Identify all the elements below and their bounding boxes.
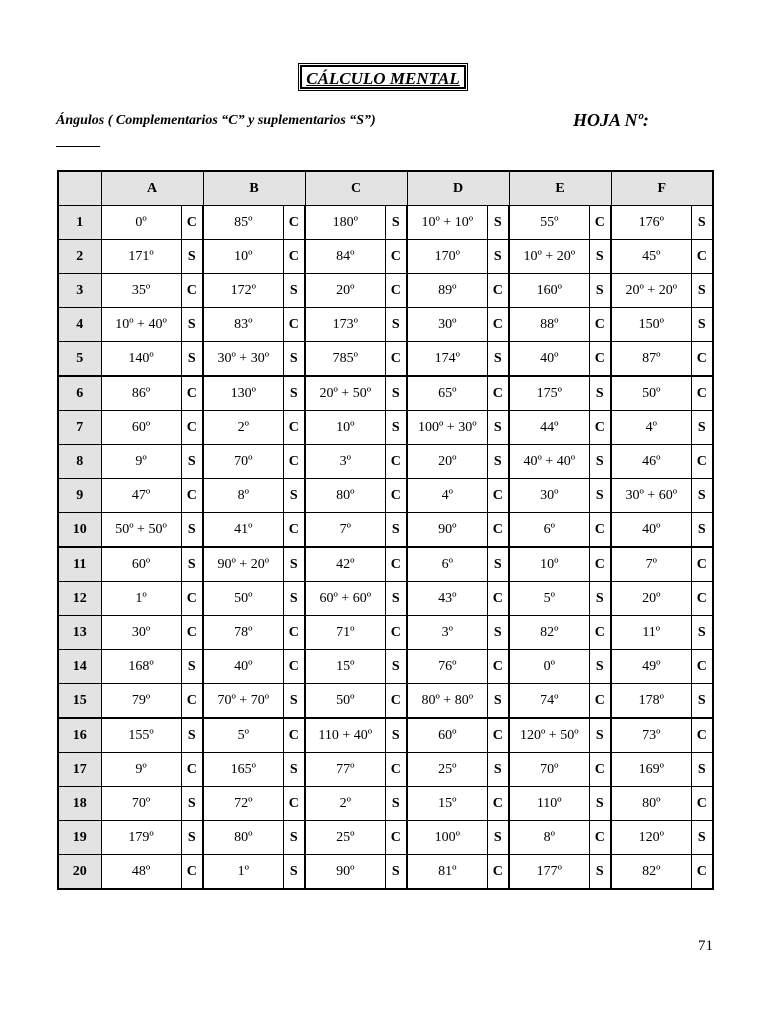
angle-cell: 43º xyxy=(407,582,487,616)
answer-letter: C xyxy=(283,650,305,684)
angle-cell: 155º xyxy=(101,718,181,753)
row-number: 11 xyxy=(58,547,101,582)
answer-letter: C xyxy=(385,616,407,650)
answer-letter: C xyxy=(589,411,611,445)
answer-letter: S xyxy=(589,787,611,821)
answer-line xyxy=(56,146,100,147)
answer-letter: C xyxy=(283,240,305,274)
angle-cell: 140º xyxy=(101,342,181,377)
angle-cell: 20º + 20º xyxy=(611,274,691,308)
angle-cell: 7º xyxy=(611,547,691,582)
angle-cell: 73º xyxy=(611,718,691,753)
angle-cell: 86º xyxy=(101,376,181,411)
page-number: 71 xyxy=(698,938,713,954)
answer-letter: C xyxy=(487,650,509,684)
answer-letter: S xyxy=(691,684,713,719)
answer-letter: S xyxy=(487,616,509,650)
angle-cell: 5º xyxy=(203,718,283,753)
angle-cell: 9º xyxy=(101,753,181,787)
answer-letter: S xyxy=(487,240,509,274)
answer-letter: C xyxy=(181,855,203,890)
answer-letter: S xyxy=(589,240,611,274)
answer-letter: S xyxy=(691,753,713,787)
answer-letter: C xyxy=(589,821,611,855)
answer-letter: S xyxy=(283,684,305,719)
answer-letter: S xyxy=(691,479,713,513)
angle-cell: 3º xyxy=(407,616,487,650)
answer-letter: C xyxy=(181,274,203,308)
answer-letter: S xyxy=(385,513,407,548)
row-number: 8 xyxy=(58,445,101,479)
table-row xyxy=(58,274,713,308)
answer-letter: C xyxy=(181,684,203,719)
angle-cell: 65º xyxy=(407,376,487,411)
angle-cell: 171º xyxy=(101,240,181,274)
angle-cell: 40º xyxy=(509,342,589,377)
angle-cell: 169º xyxy=(611,753,691,787)
angle-cell: 76º xyxy=(407,650,487,684)
angle-cell: 30º xyxy=(101,616,181,650)
angle-cell: 40º xyxy=(203,650,283,684)
angle-cell: 0º xyxy=(101,206,181,240)
answer-letter: C xyxy=(181,411,203,445)
angle-cell: 70º xyxy=(509,753,589,787)
angle-cell: 176º xyxy=(611,206,691,240)
answer-letter: S xyxy=(691,206,713,240)
answer-letter: C xyxy=(691,787,713,821)
answer-letter: C xyxy=(487,513,509,548)
angle-cell: 50º xyxy=(305,684,385,719)
answer-letter: C xyxy=(385,821,407,855)
row-number: 2 xyxy=(58,240,101,274)
table-row xyxy=(58,684,713,719)
angle-cell: 82º xyxy=(611,855,691,890)
answer-letter: S xyxy=(589,650,611,684)
angle-cell: 44º xyxy=(509,411,589,445)
answer-letter: S xyxy=(487,342,509,377)
row-number: 10 xyxy=(58,513,101,548)
answer-letter: S xyxy=(181,342,203,377)
angle-cell: 50º xyxy=(203,582,283,616)
row-number: 19 xyxy=(58,821,101,855)
answer-letter: S xyxy=(385,308,407,342)
angle-cell: 60º xyxy=(407,718,487,753)
answer-letter: S xyxy=(589,274,611,308)
angle-cell: 79º xyxy=(101,684,181,719)
angle-cell: 88º xyxy=(509,308,589,342)
row-number: 9 xyxy=(58,479,101,513)
angle-cell: 130º xyxy=(203,376,283,411)
answer-letter: S xyxy=(385,718,407,753)
angle-cell: 80º xyxy=(305,479,385,513)
answer-letter: S xyxy=(487,445,509,479)
angle-cell: 168º xyxy=(101,650,181,684)
angle-cell: 3º xyxy=(305,445,385,479)
column-header: F xyxy=(611,171,713,206)
answer-letter: S xyxy=(691,308,713,342)
angle-cell: 5º xyxy=(509,582,589,616)
answer-letter: C xyxy=(691,547,713,582)
angle-cell: 6º xyxy=(509,513,589,548)
angle-cell: 50º xyxy=(611,376,691,411)
answer-letter: C xyxy=(691,445,713,479)
table-row xyxy=(58,308,713,342)
angle-cell: 6º xyxy=(407,547,487,582)
answer-letter: C xyxy=(487,855,509,890)
answer-letter: C xyxy=(691,718,713,753)
answer-letter: S xyxy=(181,547,203,582)
answer-letter: C xyxy=(181,479,203,513)
answer-letter: C xyxy=(283,718,305,753)
angle-cell: 70º xyxy=(101,787,181,821)
angle-cell: 8º xyxy=(509,821,589,855)
angle-cell: 15º xyxy=(305,650,385,684)
angle-cell: 9º xyxy=(101,445,181,479)
answer-letter: S xyxy=(385,206,407,240)
angle-cell: 81º xyxy=(407,855,487,890)
answer-letter: S xyxy=(487,411,509,445)
table-row xyxy=(58,240,713,274)
answer-letter: S xyxy=(181,308,203,342)
answer-letter: C xyxy=(691,240,713,274)
answer-letter: C xyxy=(181,616,203,650)
angle-cell: 2º xyxy=(305,787,385,821)
answer-letter: S xyxy=(283,547,305,582)
answer-letter: S xyxy=(385,650,407,684)
answer-letter: S xyxy=(589,855,611,890)
answer-letter: S xyxy=(487,753,509,787)
angle-cell: 80º + 80º xyxy=(407,684,487,719)
angle-cell: 55º xyxy=(509,206,589,240)
angle-cell: 45º xyxy=(611,240,691,274)
answer-letter: S xyxy=(283,753,305,787)
answer-letter: C xyxy=(385,547,407,582)
answer-letter: C xyxy=(385,684,407,719)
answer-letter: C xyxy=(283,308,305,342)
angle-cell: 785º xyxy=(305,342,385,377)
angle-cell: 1º xyxy=(101,582,181,616)
table-row xyxy=(58,718,713,753)
angle-cell: 20º + 50º xyxy=(305,376,385,411)
row-number: 14 xyxy=(58,650,101,684)
angle-cell: 60º + 60º xyxy=(305,582,385,616)
angle-cell: 170º xyxy=(407,240,487,274)
angle-cell: 30º + 30º xyxy=(203,342,283,377)
row-number: 3 xyxy=(58,274,101,308)
row-number: 1 xyxy=(58,206,101,240)
angle-cell: 150º xyxy=(611,308,691,342)
answer-letter: S xyxy=(181,445,203,479)
subtitle: Ángulos ( Complementarios “C” y suplementarios “S”) xyxy=(56,113,376,128)
angle-cell: 25º xyxy=(407,753,487,787)
row-number: 15 xyxy=(58,684,101,719)
answer-letter: S xyxy=(487,547,509,582)
table-row xyxy=(58,821,713,855)
angle-cell: 25º xyxy=(305,821,385,855)
answer-letter: C xyxy=(487,787,509,821)
angle-cell: 41º xyxy=(203,513,283,548)
angle-cell: 174º xyxy=(407,342,487,377)
table-row xyxy=(58,582,713,616)
row-number: 12 xyxy=(58,582,101,616)
angle-cell: 90º xyxy=(407,513,487,548)
angle-cell: 40º + 40º xyxy=(509,445,589,479)
angle-cell: 47º xyxy=(101,479,181,513)
answer-letter: S xyxy=(283,855,305,890)
angle-cell: 172º xyxy=(203,274,283,308)
angle-cell: 173º xyxy=(305,308,385,342)
answer-letter: S xyxy=(589,718,611,753)
answer-letter: C xyxy=(283,445,305,479)
table-row xyxy=(58,445,713,479)
answer-letter: C xyxy=(589,342,611,377)
angle-cell: 89º xyxy=(407,274,487,308)
table-row xyxy=(58,342,713,377)
table-row xyxy=(58,206,713,240)
answer-letter: S xyxy=(181,240,203,274)
angle-cell: 85º xyxy=(203,206,283,240)
angle-cell: 77º xyxy=(305,753,385,787)
angles-table xyxy=(57,170,714,890)
answer-letter: C xyxy=(589,684,611,719)
angle-cell: 90º xyxy=(305,855,385,890)
angle-cell: 8º xyxy=(203,479,283,513)
answer-letter: C xyxy=(181,376,203,411)
row-number: 4 xyxy=(58,308,101,342)
answer-letter: S xyxy=(589,582,611,616)
column-header: A xyxy=(101,171,203,206)
angle-cell: 80º xyxy=(203,821,283,855)
table-row xyxy=(58,411,713,445)
angle-cell: 60º xyxy=(101,411,181,445)
page-title: CÁLCULO MENTAL xyxy=(300,65,466,89)
angle-cell: 110º xyxy=(509,787,589,821)
row-number: 6 xyxy=(58,376,101,411)
answer-letter: C xyxy=(691,342,713,377)
angle-cell: 7º xyxy=(305,513,385,548)
angle-cell: 179º xyxy=(101,821,181,855)
table-row xyxy=(58,753,713,787)
answer-letter: C xyxy=(385,753,407,787)
answer-letter: C xyxy=(181,582,203,616)
row-number: 17 xyxy=(58,753,101,787)
row-number: 16 xyxy=(58,718,101,753)
answer-letter: S xyxy=(691,616,713,650)
angle-cell: 120º + 50º xyxy=(509,718,589,753)
angle-cell: 160º xyxy=(509,274,589,308)
column-header: C xyxy=(305,171,407,206)
angle-cell: 20º xyxy=(611,582,691,616)
table-row xyxy=(58,479,713,513)
answer-letter: S xyxy=(691,411,713,445)
answer-letter: C xyxy=(589,513,611,548)
angle-cell: 82º xyxy=(509,616,589,650)
answer-letter: C xyxy=(589,616,611,650)
answer-letter: C xyxy=(385,479,407,513)
answer-letter: S xyxy=(181,787,203,821)
angle-cell: 40º xyxy=(611,513,691,548)
answer-letter: C xyxy=(181,206,203,240)
answer-letter: C xyxy=(691,582,713,616)
answer-letter: C xyxy=(487,274,509,308)
answer-letter: C xyxy=(385,445,407,479)
answer-letter: C xyxy=(487,376,509,411)
angle-cell: 4º xyxy=(407,479,487,513)
table-row xyxy=(58,513,713,548)
angle-cell: 20º xyxy=(305,274,385,308)
angle-cell: 87º xyxy=(611,342,691,377)
angle-cell: 10º + 10º xyxy=(407,206,487,240)
angle-cell: 48º xyxy=(101,855,181,890)
angle-cell: 49º xyxy=(611,650,691,684)
angle-cell: 165º xyxy=(203,753,283,787)
answer-letter: C xyxy=(691,650,713,684)
column-header: D xyxy=(407,171,509,206)
angle-cell: 178º xyxy=(611,684,691,719)
angle-cell: 120º xyxy=(611,821,691,855)
table-row xyxy=(58,650,713,684)
answer-letter: S xyxy=(181,513,203,548)
table-row xyxy=(58,855,713,890)
answer-letter: S xyxy=(181,821,203,855)
answer-letter: C xyxy=(385,240,407,274)
angle-cell: 110 + 40º xyxy=(305,718,385,753)
row-number: 18 xyxy=(58,787,101,821)
angle-cell: 100º xyxy=(407,821,487,855)
answer-letter: S xyxy=(487,821,509,855)
angle-cell: 100º + 30º xyxy=(407,411,487,445)
angle-cell: 80º xyxy=(611,787,691,821)
table-row xyxy=(58,547,713,582)
answer-letter: S xyxy=(691,274,713,308)
angle-cell: 0º xyxy=(509,650,589,684)
angle-cell: 10º xyxy=(203,240,283,274)
column-header: E xyxy=(509,171,611,206)
answer-letter: C xyxy=(691,855,713,890)
angle-cell: 177º xyxy=(509,855,589,890)
answer-letter: C xyxy=(487,718,509,753)
answer-letter: S xyxy=(181,650,203,684)
angle-cell: 46º xyxy=(611,445,691,479)
angle-cell: 15º xyxy=(407,787,487,821)
column-header: B xyxy=(203,171,305,206)
angle-cell: 35º xyxy=(101,274,181,308)
answer-letter: C xyxy=(589,308,611,342)
answer-letter: S xyxy=(283,376,305,411)
angle-cell: 84º xyxy=(305,240,385,274)
row-number: 7 xyxy=(58,411,101,445)
table-row xyxy=(58,376,713,411)
answer-letter: S xyxy=(589,445,611,479)
answer-letter: C xyxy=(283,206,305,240)
answer-letter: C xyxy=(487,308,509,342)
table-row xyxy=(58,787,713,821)
answer-letter: C xyxy=(487,582,509,616)
row-number: 20 xyxy=(58,855,101,890)
row-number: 5 xyxy=(58,342,101,377)
answer-letter: C xyxy=(283,616,305,650)
angle-cell: 10º xyxy=(509,547,589,582)
angle-cell: 10º + 20º xyxy=(509,240,589,274)
angle-cell: 83º xyxy=(203,308,283,342)
angle-cell: 20º xyxy=(407,445,487,479)
angle-cell: 180º xyxy=(305,206,385,240)
answer-letter: C xyxy=(385,274,407,308)
answer-letter: C xyxy=(283,513,305,548)
angle-cell: 10º xyxy=(305,411,385,445)
angle-cell: 30º xyxy=(407,308,487,342)
angle-cell: 74º xyxy=(509,684,589,719)
answer-letter: S xyxy=(181,718,203,753)
answer-letter: C xyxy=(385,342,407,377)
answer-letter: C xyxy=(487,479,509,513)
answer-letter: S xyxy=(589,479,611,513)
answer-letter: S xyxy=(691,821,713,855)
angle-cell: 70º xyxy=(203,445,283,479)
angle-cell: 78º xyxy=(203,616,283,650)
answer-letter: C xyxy=(283,411,305,445)
answer-letter: C xyxy=(181,753,203,787)
answer-letter: C xyxy=(283,787,305,821)
answer-letter: S xyxy=(589,376,611,411)
angle-cell: 71º xyxy=(305,616,385,650)
answer-letter: S xyxy=(385,855,407,890)
angle-cell: 11º xyxy=(611,616,691,650)
answer-letter: S xyxy=(385,582,407,616)
angle-cell: 10º + 40º xyxy=(101,308,181,342)
row-number: 13 xyxy=(58,616,101,650)
answer-letter: C xyxy=(691,376,713,411)
angle-cell: 1º xyxy=(203,855,283,890)
answer-letter: C xyxy=(589,753,611,787)
answer-letter: S xyxy=(283,821,305,855)
angle-cell: 175º xyxy=(509,376,589,411)
answer-letter: S xyxy=(283,479,305,513)
answer-letter: S xyxy=(283,342,305,377)
angle-cell: 90º + 20º xyxy=(203,547,283,582)
answer-letter: S xyxy=(691,513,713,548)
answer-letter: S xyxy=(385,787,407,821)
answer-letter: C xyxy=(589,206,611,240)
answer-letter: S xyxy=(283,274,305,308)
answer-letter: S xyxy=(487,684,509,719)
angle-cell: 72º xyxy=(203,787,283,821)
angle-cell: 42º xyxy=(305,547,385,582)
answer-letter: S xyxy=(487,206,509,240)
answer-letter: S xyxy=(385,376,407,411)
angle-cell: 2º xyxy=(203,411,283,445)
answer-letter: S xyxy=(283,582,305,616)
answer-letter: S xyxy=(385,411,407,445)
header-corner xyxy=(58,171,101,206)
answer-letter: C xyxy=(589,547,611,582)
angle-cell: 30º xyxy=(509,479,589,513)
header-row xyxy=(58,171,713,206)
sheet-number-label: HOJA Nº: xyxy=(573,110,649,130)
angle-cell: 70º + 70º xyxy=(203,684,283,719)
angle-cell: 30º + 60º xyxy=(611,479,691,513)
angle-cell: 50º + 50º xyxy=(101,513,181,548)
angle-cell: 60º xyxy=(101,547,181,582)
angle-cell: 4º xyxy=(611,411,691,445)
table-row xyxy=(58,616,713,650)
